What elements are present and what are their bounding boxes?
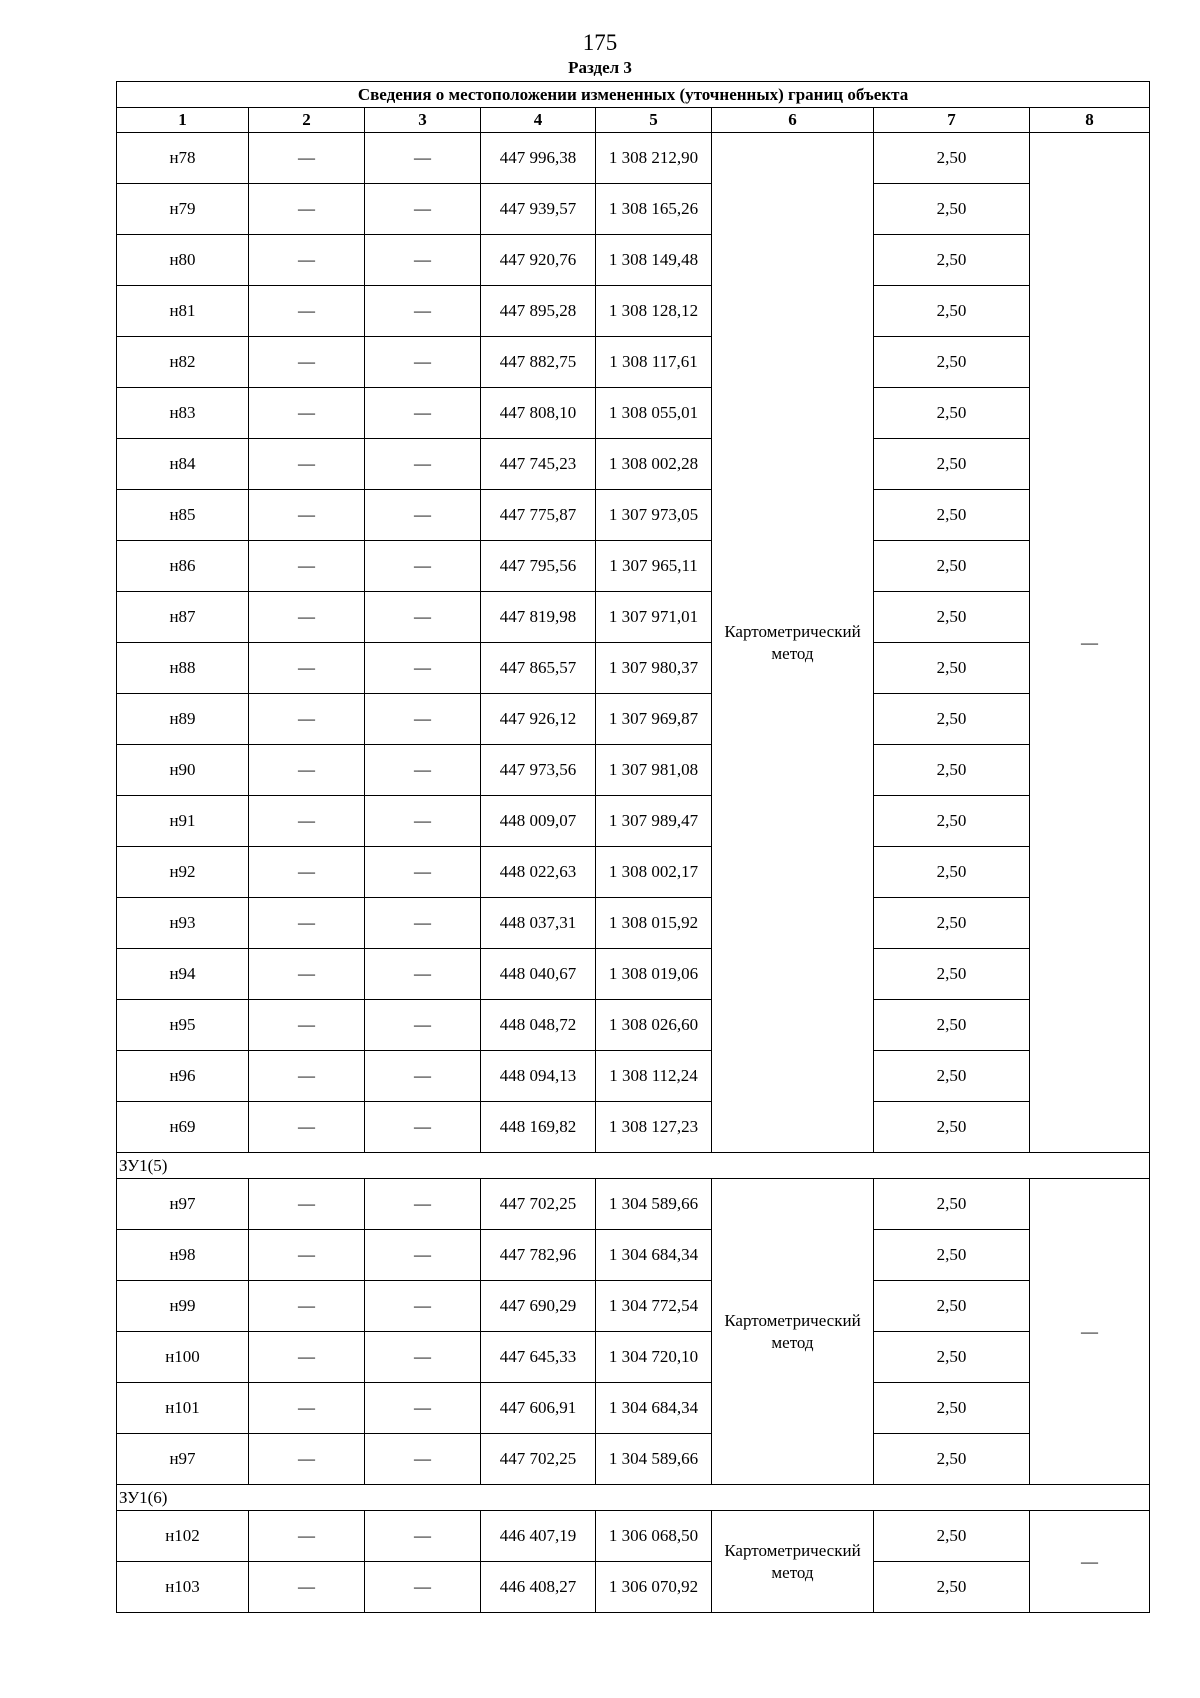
y-coordinate-cell: 1 307 981,08 (596, 745, 712, 796)
x-coordinate-cell: 447 606,91 (481, 1383, 596, 1434)
table-row (117, 643, 1150, 694)
point-name-cell: н90 (117, 745, 249, 796)
point-name-cell: н92 (117, 847, 249, 898)
x-coordinate-cell: 447 808,10 (481, 388, 596, 439)
table-row (117, 184, 1150, 235)
table-caption-row (117, 82, 1150, 108)
column-3-cell: — (365, 643, 481, 694)
accuracy-cell: 2,50 (874, 184, 1030, 235)
column-3-cell: — (365, 133, 481, 184)
accuracy-cell: 2,50 (874, 898, 1030, 949)
y-coordinate-cell: 1 307 989,47 (596, 796, 712, 847)
column-3-cell: — (365, 1511, 481, 1562)
point-name-cell: н79 (117, 184, 249, 235)
x-coordinate-cell: 447 939,57 (481, 184, 596, 235)
column-3-cell: — (365, 1179, 481, 1230)
column-2-cell: — (249, 847, 365, 898)
accuracy-cell: 2,50 (874, 1179, 1030, 1230)
column-2-cell: — (249, 1281, 365, 1332)
y-coordinate-cell: 1 308 149,48 (596, 235, 712, 286)
table-row (117, 1179, 1150, 1230)
accuracy-cell: 2,50 (874, 1000, 1030, 1051)
table-row (117, 1511, 1150, 1562)
point-name-cell: н88 (117, 643, 249, 694)
accuracy-cell: 2,50 (874, 694, 1030, 745)
y-coordinate-cell: 1 307 971,01 (596, 592, 712, 643)
y-coordinate-cell: 1 304 772,54 (596, 1281, 712, 1332)
accuracy-cell: 2,50 (874, 1102, 1030, 1153)
y-coordinate-cell: 1 304 589,66 (596, 1434, 712, 1485)
accuracy-cell: 2,50 (874, 1051, 1030, 1102)
column-3-cell: — (365, 184, 481, 235)
column-3-cell: — (365, 286, 481, 337)
x-coordinate-cell: 447 926,12 (481, 694, 596, 745)
accuracy-cell: 2,50 (874, 1511, 1030, 1562)
x-coordinate-cell: 447 819,98 (481, 592, 596, 643)
y-coordinate-cell: 1 307 969,87 (596, 694, 712, 745)
y-coordinate-cell: 1 306 068,50 (596, 1511, 712, 1562)
point-name-cell: н84 (117, 439, 249, 490)
x-coordinate-cell: 447 882,75 (481, 337, 596, 388)
y-coordinate-cell: 1 308 112,24 (596, 1051, 712, 1102)
group-label-row (117, 1153, 1150, 1179)
point-name-cell: н97 (117, 1434, 249, 1485)
column-2-cell: — (249, 1511, 365, 1562)
table-row (117, 1000, 1150, 1051)
x-coordinate-cell: 447 795,56 (481, 541, 596, 592)
column-header: 7 (874, 108, 1030, 133)
accuracy-cell: 2,50 (874, 235, 1030, 286)
point-name-cell: н101 (117, 1383, 249, 1434)
column-2-cell: — (249, 1179, 365, 1230)
column-3-cell: — (365, 1230, 481, 1281)
point-name-cell: н91 (117, 796, 249, 847)
column-2-cell: — (249, 1434, 365, 1485)
y-coordinate-cell: 1 304 684,34 (596, 1383, 712, 1434)
point-name-cell: н96 (117, 1051, 249, 1102)
column-3-cell: — (365, 1281, 481, 1332)
accuracy-cell: 2,50 (874, 337, 1030, 388)
table-row (117, 1332, 1150, 1383)
table-row (117, 949, 1150, 1000)
accuracy-cell: 2,50 (874, 1383, 1030, 1434)
x-coordinate-cell: 446 408,27 (481, 1562, 596, 1613)
y-coordinate-cell: 1 308 002,28 (596, 439, 712, 490)
point-name-cell: н98 (117, 1230, 249, 1281)
y-coordinate-cell: 1 308 212,90 (596, 133, 712, 184)
column-3-cell: — (365, 1000, 481, 1051)
x-coordinate-cell: 447 920,76 (481, 235, 596, 286)
x-coordinate-cell: 447 973,56 (481, 745, 596, 796)
table-row (117, 490, 1150, 541)
table-row (117, 1230, 1150, 1281)
column-3-cell: — (365, 1332, 481, 1383)
group-label: ЗУ1(5) (117, 1153, 1150, 1179)
x-coordinate-cell: 447 895,28 (481, 286, 596, 337)
y-coordinate-cell: 1 304 589,66 (596, 1179, 712, 1230)
y-coordinate-cell: 1 308 127,23 (596, 1102, 712, 1153)
boundary-coordinates-table (116, 81, 1150, 1613)
table-row (117, 1051, 1150, 1102)
column-header: 3 (365, 108, 481, 133)
column-2-cell: — (249, 592, 365, 643)
point-name-cell: н93 (117, 898, 249, 949)
table-row (117, 847, 1150, 898)
column-2-cell: — (249, 694, 365, 745)
x-coordinate-cell: 447 702,25 (481, 1179, 596, 1230)
column-3-cell: — (365, 694, 481, 745)
point-name-cell: н87 (117, 592, 249, 643)
column-8-cell: — (1030, 133, 1150, 1153)
column-3-cell: — (365, 1434, 481, 1485)
accuracy-cell: 2,50 (874, 592, 1030, 643)
x-coordinate-cell: 447 745,23 (481, 439, 596, 490)
accuracy-cell: 2,50 (874, 490, 1030, 541)
column-3-cell: — (365, 1051, 481, 1102)
x-coordinate-cell: 448 169,82 (481, 1102, 596, 1153)
accuracy-cell: 2,50 (874, 643, 1030, 694)
column-2-cell: — (249, 796, 365, 847)
column-header: 1 (117, 108, 249, 133)
y-coordinate-cell: 1 308 019,06 (596, 949, 712, 1000)
point-name-cell: н95 (117, 1000, 249, 1051)
accuracy-cell: 2,50 (874, 1230, 1030, 1281)
x-coordinate-cell: 448 094,13 (481, 1051, 596, 1102)
method-cell: Картометрический метод (712, 1179, 874, 1485)
y-coordinate-cell: 1 308 117,61 (596, 337, 712, 388)
x-coordinate-cell: 447 996,38 (481, 133, 596, 184)
column-2-cell: — (249, 1102, 365, 1153)
column-2-cell: — (249, 1000, 365, 1051)
x-coordinate-cell: 448 040,67 (481, 949, 596, 1000)
method-cell: Картометрический метод (712, 133, 874, 1153)
column-2-cell: — (249, 1051, 365, 1102)
x-coordinate-cell: 446 407,19 (481, 1511, 596, 1562)
point-name-cell: н94 (117, 949, 249, 1000)
column-3-cell: — (365, 898, 481, 949)
table-row (117, 133, 1150, 184)
column-3-cell: — (365, 388, 481, 439)
table-row (117, 796, 1150, 847)
column-3-cell: — (365, 592, 481, 643)
column-3-cell: — (365, 541, 481, 592)
x-coordinate-cell: 447 782,96 (481, 1230, 596, 1281)
column-3-cell: — (365, 235, 481, 286)
section-title: Раздел 3 (568, 58, 632, 77)
accuracy-cell: 2,50 (874, 541, 1030, 592)
column-2-cell: — (249, 133, 365, 184)
column-header: 8 (1030, 108, 1150, 133)
x-coordinate-cell: 447 702,25 (481, 1434, 596, 1485)
column-2-cell: — (249, 388, 365, 439)
table-row (117, 1562, 1150, 1613)
accuracy-cell: 2,50 (874, 286, 1030, 337)
x-coordinate-cell: 447 645,33 (481, 1332, 596, 1383)
accuracy-cell: 2,50 (874, 949, 1030, 1000)
point-name-cell: н82 (117, 337, 249, 388)
x-coordinate-cell: 448 037,31 (481, 898, 596, 949)
y-coordinate-cell: 1 304 684,34 (596, 1230, 712, 1281)
table-row (117, 286, 1150, 337)
y-coordinate-cell: 1 304 720,10 (596, 1332, 712, 1383)
column-header: 5 (596, 108, 712, 133)
point-name-cell: н102 (117, 1511, 249, 1562)
column-2-cell: — (249, 541, 365, 592)
point-name-cell: н83 (117, 388, 249, 439)
x-coordinate-cell: 448 009,07 (481, 796, 596, 847)
table-row (117, 898, 1150, 949)
table-row (117, 592, 1150, 643)
table-row (117, 694, 1150, 745)
column-3-cell: — (365, 490, 481, 541)
point-name-cell: н100 (117, 1332, 249, 1383)
table-row (117, 337, 1150, 388)
y-coordinate-cell: 1 308 128,12 (596, 286, 712, 337)
table-row (117, 439, 1150, 490)
accuracy-cell: 2,50 (874, 745, 1030, 796)
column-2-cell: — (249, 745, 365, 796)
column-2-cell: — (249, 286, 365, 337)
x-coordinate-cell: 448 022,63 (481, 847, 596, 898)
table-row (117, 745, 1150, 796)
point-name-cell: н97 (117, 1179, 249, 1230)
column-8-cell: — (1030, 1511, 1150, 1613)
column-header: 4 (481, 108, 596, 133)
column-3-cell: — (365, 745, 481, 796)
y-coordinate-cell: 1 308 015,92 (596, 898, 712, 949)
table-row (117, 1434, 1150, 1485)
column-2-cell: — (249, 1562, 365, 1613)
point-name-cell: н103 (117, 1562, 249, 1613)
column-8-cell: — (1030, 1179, 1150, 1485)
column-2-cell: — (249, 439, 365, 490)
y-coordinate-cell: 1 308 165,26 (596, 184, 712, 235)
y-coordinate-cell: 1 308 055,01 (596, 388, 712, 439)
accuracy-cell: 2,50 (874, 1434, 1030, 1485)
column-3-cell: — (365, 439, 481, 490)
point-name-cell: н78 (117, 133, 249, 184)
column-3-cell: — (365, 796, 481, 847)
accuracy-cell: 2,50 (874, 847, 1030, 898)
group-label-row (117, 1485, 1150, 1511)
column-2-cell: — (249, 235, 365, 286)
point-name-cell: н81 (117, 286, 249, 337)
column-3-cell: — (365, 949, 481, 1000)
column-2-cell: — (249, 949, 365, 1000)
accuracy-cell: 2,50 (874, 1562, 1030, 1613)
column-header: 2 (249, 108, 365, 133)
table-row (117, 1281, 1150, 1332)
point-name-cell: н99 (117, 1281, 249, 1332)
y-coordinate-cell: 1 308 002,17 (596, 847, 712, 898)
y-coordinate-cell: 1 307 980,37 (596, 643, 712, 694)
accuracy-cell: 2,50 (874, 133, 1030, 184)
table-body (117, 82, 1150, 1613)
x-coordinate-cell: 447 690,29 (481, 1281, 596, 1332)
column-3-cell: — (365, 1102, 481, 1153)
y-coordinate-cell: 1 307 965,11 (596, 541, 712, 592)
column-header: 6 (712, 108, 874, 133)
column-2-cell: — (249, 643, 365, 694)
x-coordinate-cell: 447 865,57 (481, 643, 596, 694)
point-name-cell: н69 (117, 1102, 249, 1153)
column-3-cell: — (365, 1383, 481, 1434)
table-row (117, 235, 1150, 286)
accuracy-cell: 2,50 (874, 796, 1030, 847)
x-coordinate-cell: 448 048,72 (481, 1000, 596, 1051)
point-name-cell: н85 (117, 490, 249, 541)
column-2-cell: — (249, 490, 365, 541)
table-row (117, 541, 1150, 592)
table-row (117, 1102, 1150, 1153)
x-coordinate-cell: 447 775,87 (481, 490, 596, 541)
page-number: 175 (582, 30, 618, 55)
group-label: ЗУ1(6) (117, 1485, 1150, 1511)
column-2-cell: — (249, 1383, 365, 1434)
column-3-cell: — (365, 847, 481, 898)
y-coordinate-cell: 1 307 973,05 (596, 490, 712, 541)
accuracy-cell: 2,50 (874, 1281, 1030, 1332)
accuracy-cell: 2,50 (874, 388, 1030, 439)
method-cell: Картометрический метод (712, 1511, 874, 1613)
column-2-cell: — (249, 1332, 365, 1383)
y-coordinate-cell: 1 308 026,60 (596, 1000, 712, 1051)
accuracy-cell: 2,50 (874, 1332, 1030, 1383)
accuracy-cell: 2,50 (874, 439, 1030, 490)
table-caption: Сведения о местоположении измененных (уточненных) границ объекта (117, 82, 1150, 108)
column-2-cell: — (249, 184, 365, 235)
point-name-cell: н80 (117, 235, 249, 286)
table-row (117, 1383, 1150, 1434)
column-2-cell: — (249, 337, 365, 388)
column-2-cell: — (249, 1230, 365, 1281)
y-coordinate-cell: 1 306 070,92 (596, 1562, 712, 1613)
point-name-cell: н89 (117, 694, 249, 745)
column-3-cell: — (365, 1562, 481, 1613)
point-name-cell: н86 (117, 541, 249, 592)
column-2-cell: — (249, 898, 365, 949)
table-row (117, 388, 1150, 439)
column-3-cell: — (365, 337, 481, 388)
column-header-row (117, 108, 1150, 133)
